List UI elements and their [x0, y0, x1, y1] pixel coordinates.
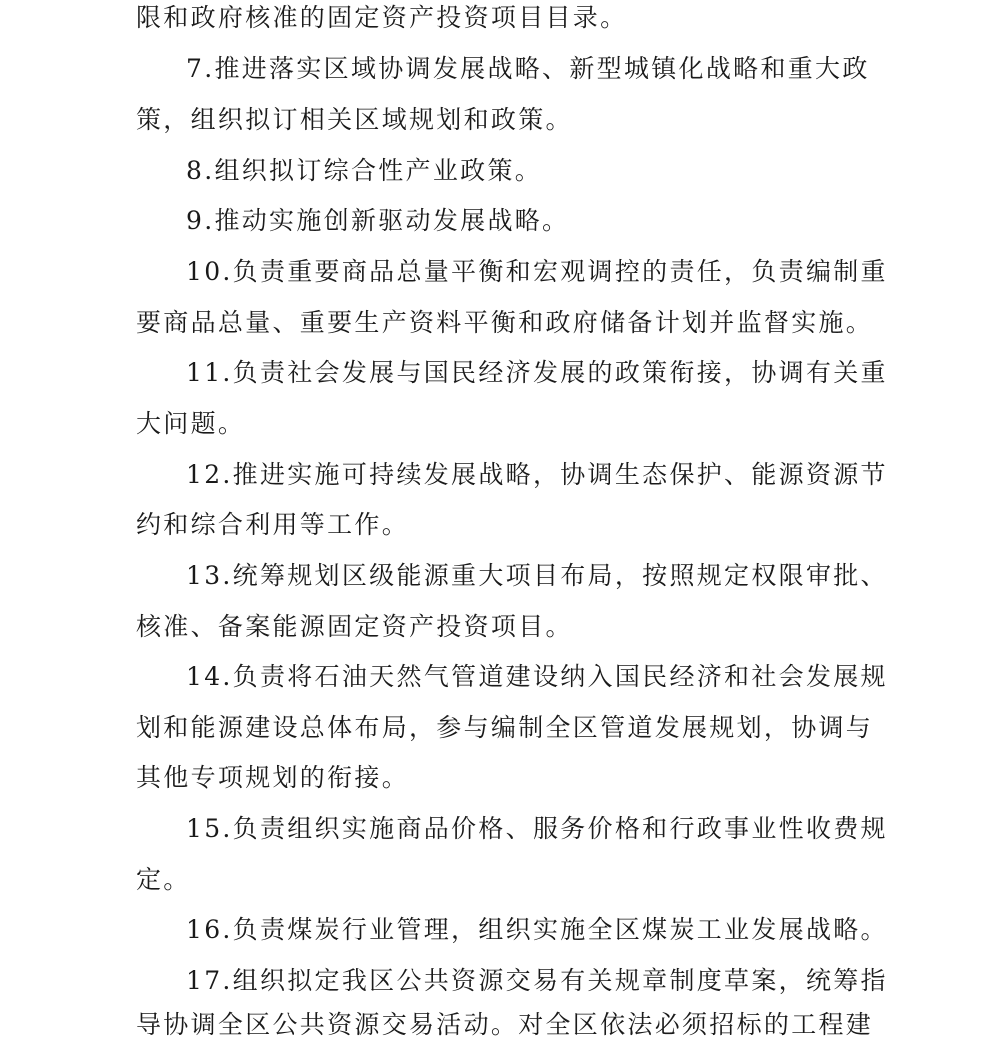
- item-16-line-1: 16.负责煤炭行业管理，组织实施全区煤炭工业发展战略。: [186, 915, 888, 944]
- item-11-line-1: 11.负责社会发展与国民经济发展的政策衔接，协调有关重: [186, 358, 888, 387]
- text-line-1: 限和政府核准的固定资产投资项目目录。: [136, 3, 628, 32]
- item-11-line-2: 大问题。: [136, 409, 246, 438]
- item-17-line-1: 17.组织拟定我区公共资源交易有关规章制度草案，统筹指: [186, 966, 888, 995]
- item-14-line-2: 划和能源建设总体布局，参与编制全区管道发展规划，协调与: [136, 713, 874, 742]
- item-15-line-2: 定。: [136, 865, 191, 894]
- item-12-line-2: 约和综合利用等工作。: [136, 510, 410, 539]
- item-13-line-2: 核准、备案能源固定资产投资项目。: [136, 612, 573, 641]
- item-15-line-1: 15.负责组织实施商品价格、服务价格和行政事业性收费规: [186, 814, 888, 843]
- item-13-line-1: 13.统筹规划区级能源重大项目布局，按照规定权限审批、: [186, 561, 888, 590]
- item-10-line-2: 要商品总量、重要生产资料平衡和政府储备计划并监督实施。: [136, 308, 874, 337]
- item-7-line-2: 策，组织拟订相关区域规划和政策。: [136, 105, 573, 134]
- item-14-line-3: 其他专项规划的衔接。: [136, 763, 410, 792]
- item-17-line-2: 导协调全区公共资源交易活动。对全区依法必须招标的工程建: [136, 1010, 874, 1039]
- item-12-line-1: 12.推进实施可持续发展战略，协调生态保护、能源资源节: [186, 460, 888, 489]
- item-10-line-1: 10.负责重要商品总量平衡和宏观调控的责任，负责编制重: [186, 257, 888, 286]
- item-14-line-1: 14.负责将石油天然气管道建设纳入国民经济和社会发展规: [186, 662, 888, 691]
- item-9-line-1: 9.推动实施创新驱动发展战略。: [186, 206, 570, 235]
- item-8-line-1: 8.组织拟订综合性产业政策。: [186, 156, 543, 185]
- item-7-line-1: 7.推进落实区域协调发展战略、新型城镇化战略和重大政: [186, 54, 870, 83]
